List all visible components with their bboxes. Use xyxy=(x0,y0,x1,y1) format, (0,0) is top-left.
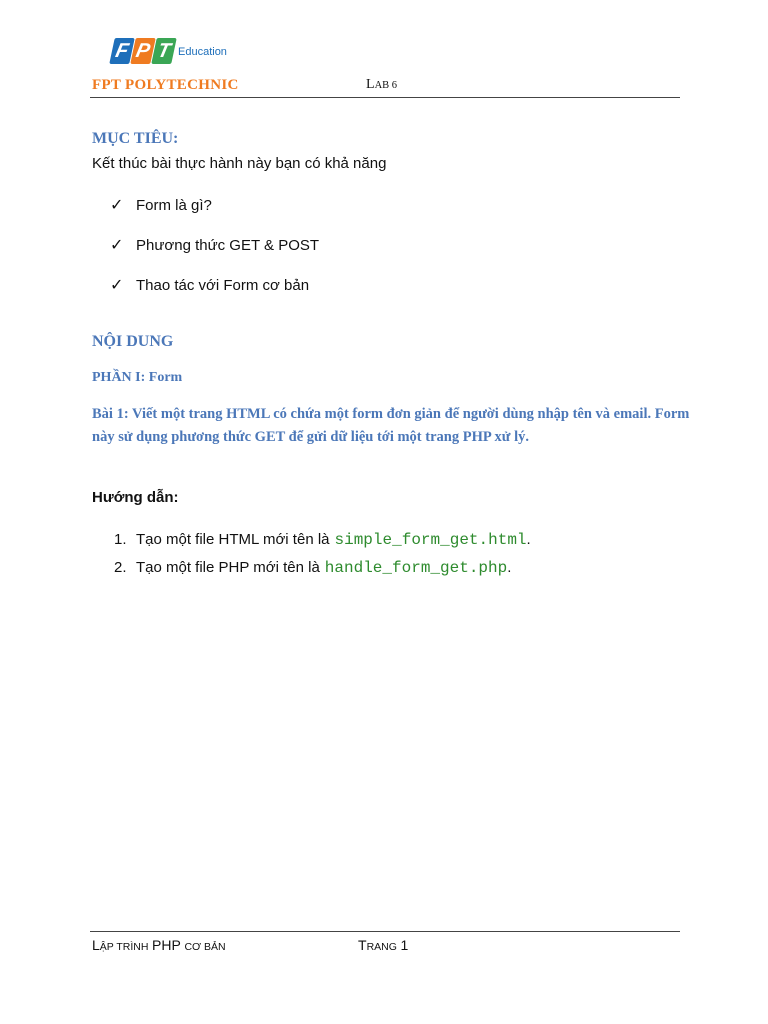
header-divider xyxy=(90,97,680,98)
brand-title: FPT POLYTECHNIC xyxy=(92,77,239,93)
exercise-description: Bài 1: Viết một trang HTML có chứa một form đơn giản để người dùng nhập tên và email. Form này sử dụng phương thức GET để gửi dữ liệu tới một trang PHP xử lý. xyxy=(92,406,690,445)
objective-item xyxy=(110,275,309,295)
logo-tile-p: P xyxy=(130,38,156,64)
step-text: Tạo một file HTML mới tên là xyxy=(136,531,330,548)
footer-course-title xyxy=(92,937,226,953)
lab-title-initial: L xyxy=(366,77,375,92)
footer-page-value: 1 xyxy=(400,937,409,953)
step-number: 1. xyxy=(114,531,127,548)
check-icon: ✓ xyxy=(110,237,124,254)
objective-text: Form là gì? xyxy=(136,196,212,214)
footer-page-word: RANG xyxy=(366,941,397,953)
footer-divider xyxy=(90,931,680,932)
list-item xyxy=(114,531,531,549)
code-filename: handle_form_get.php xyxy=(324,559,508,577)
code-filename: simple_form_get.html xyxy=(334,531,527,549)
logo-tile-t: T xyxy=(151,38,177,64)
objective-text: Phương thức GET & POST xyxy=(136,236,320,254)
content-heading: NỘI DUNG xyxy=(92,333,174,350)
step-number: 2. xyxy=(114,559,127,576)
objectives-intro: Kết thúc bài thực hành này bạn có khả năng xyxy=(92,155,387,172)
check-icon: ✓ xyxy=(110,197,124,214)
footer-course-word1: ẬP TRÌNH xyxy=(99,941,149,953)
logo-education-text: Education xyxy=(178,46,227,58)
step-text: Tạo một file PHP mới tên là xyxy=(136,559,320,576)
footer-course-initial: L xyxy=(92,937,100,953)
objective-item xyxy=(110,235,319,255)
objective-text: Thao tác với Form cơ bản xyxy=(136,276,310,294)
step-end: . xyxy=(526,531,531,548)
part-heading: PHẦN I: Form xyxy=(92,370,183,385)
footer-course-php: PHP xyxy=(152,937,181,953)
fpt-education-logo xyxy=(112,38,242,72)
objectives-heading: MỤC TIÊU: xyxy=(92,130,179,147)
logo-tile-f: F xyxy=(109,38,135,64)
list-item xyxy=(114,559,511,577)
footer-page-number xyxy=(358,937,408,953)
footer-page-initial: T xyxy=(358,937,367,953)
step-end: . xyxy=(507,559,512,576)
objective-item xyxy=(110,195,212,215)
lab-title-rest: AB 6 xyxy=(374,80,398,91)
lab-title xyxy=(366,76,397,93)
guide-label: Hướng dẫn: xyxy=(92,489,179,506)
check-icon: ✓ xyxy=(110,277,124,294)
footer-course-word2: CƠ BẢN xyxy=(184,941,226,953)
